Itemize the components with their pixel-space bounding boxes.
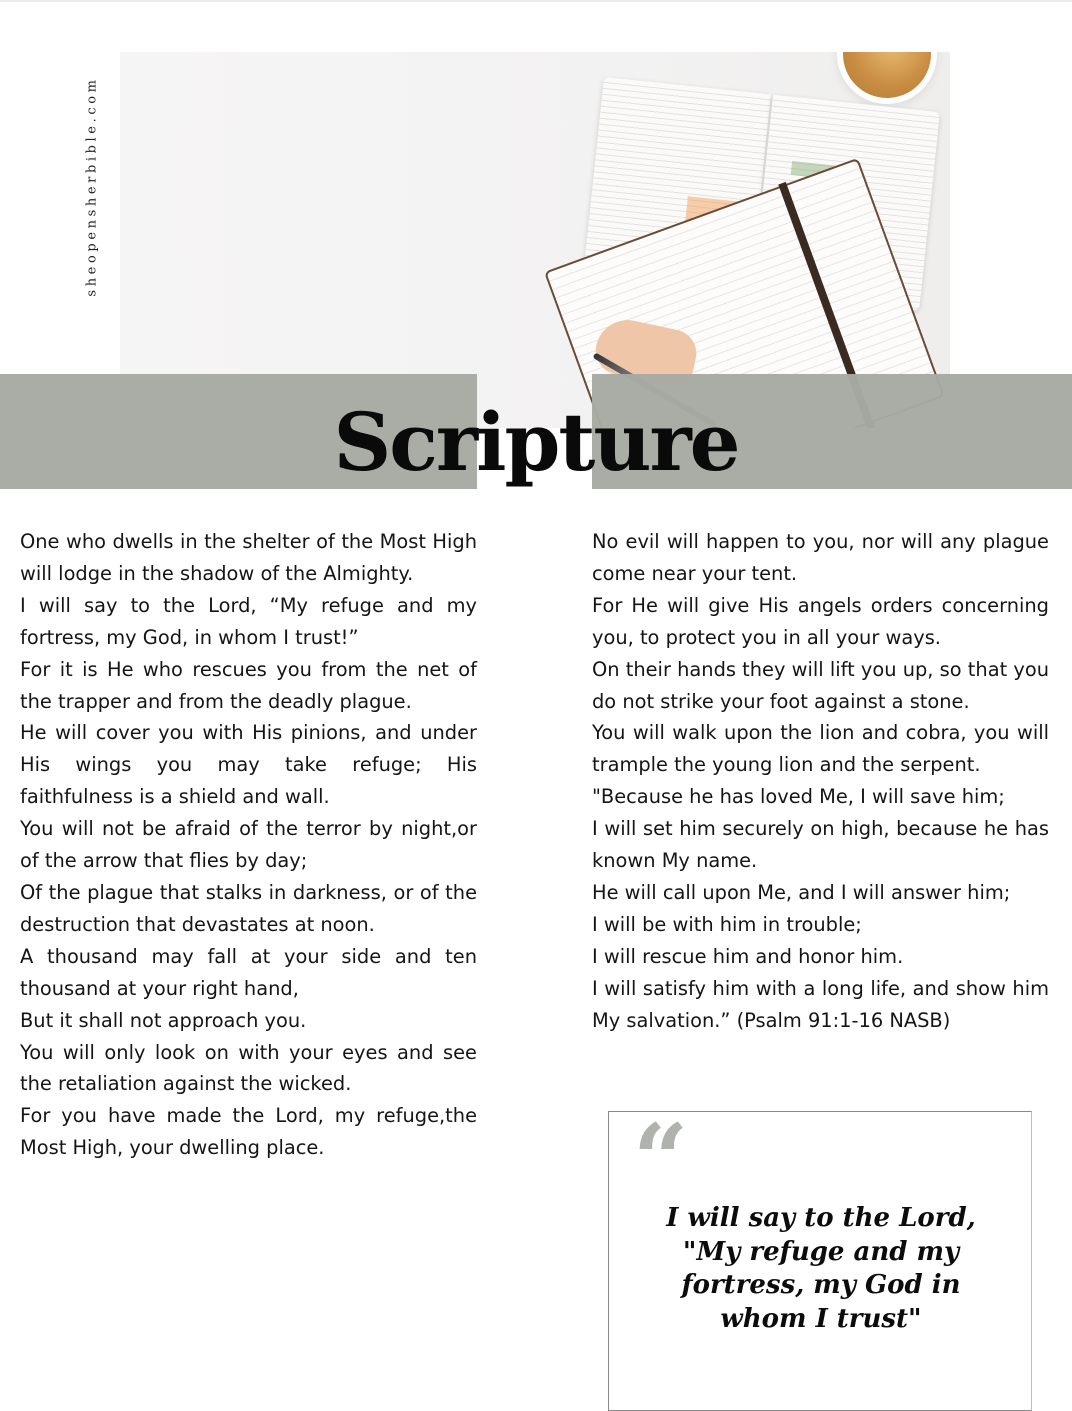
verse: For it is He who rescues you from the net of the trapper and from the deadly plague. (20, 657, 477, 713)
hero-photo (120, 52, 950, 428)
scripture-column-right (592, 526, 1049, 1037)
verse: He will call upon Me, and I will answer him; (592, 880, 1011, 904)
pull-quote-text (609, 1202, 1033, 1336)
verse: You will walk upon the lion and cobra, you will trample the young lion and the serpent. (592, 721, 1049, 777)
pull-quote-box (608, 1103, 1032, 1411)
verse: One who dwells in the shelter of the Most High will lodge in the shadow of the Almighty. (20, 530, 477, 585)
site-url-vertical (82, 66, 102, 306)
top-rule (0, 0, 1072, 2)
page-title: Scripture (333, 395, 739, 489)
site-url-text: sheopensherbible.com (84, 75, 100, 297)
verse: You will only look on with your eyes and see the retaliation against the wicked. (20, 1040, 477, 1096)
quote-line: fortress, my God in (681, 1270, 961, 1300)
scripture-column-left (20, 526, 477, 1164)
verse: For you have made the Lord, my refuge,the Most High, your dwelling place. (20, 1104, 477, 1160)
quote-mark-icon: “ (633, 1103, 689, 1216)
verse: But it shall not approach you. (20, 1008, 307, 1032)
verse: "Because he has loved Me, I will save him; (592, 785, 1005, 809)
verse: On their hands they will lift you up, so that you do not strike your foot against a stone. (592, 657, 1049, 713)
quote-line: whom I trust" (720, 1303, 922, 1334)
coffee-cup-icon (837, 52, 937, 104)
verse: Of the plague that stalks in darkness, or of the destruction that devastates at noon. (20, 880, 477, 936)
verse: I will set him securely on high, because he has known My name. (592, 817, 1049, 873)
quote-line: "My refuge and my (682, 1236, 960, 1267)
verse: No evil will happen to you, nor will any plague come near your tent. (592, 530, 1049, 585)
verse: I will be with him in trouble; (592, 912, 862, 936)
verse: He will cover you with His pinions, and under His wings you may take refuge; His faithfulness is a shield and wall. (20, 721, 477, 809)
verse: A thousand may fall at your side and ten thousand at your right hand, (20, 944, 477, 1000)
verse: I will rescue him and honor him. (592, 944, 904, 968)
verse: I will satisfy him with a long life, and show him My salvation.” (Psalm 91:1-16 NASB) (592, 976, 1049, 1032)
quote-line: I will say to the Lord, (666, 1203, 976, 1233)
verse: You will not be afraid of the terror by night,or of the arrow that flies by day; (20, 817, 477, 873)
verse: I will say to the Lord, “My refuge and my fortress, my God, in whom I trust!” (20, 593, 477, 649)
verse: For He will give His angels orders concerning you, to protect you in all your ways. (592, 593, 1049, 649)
